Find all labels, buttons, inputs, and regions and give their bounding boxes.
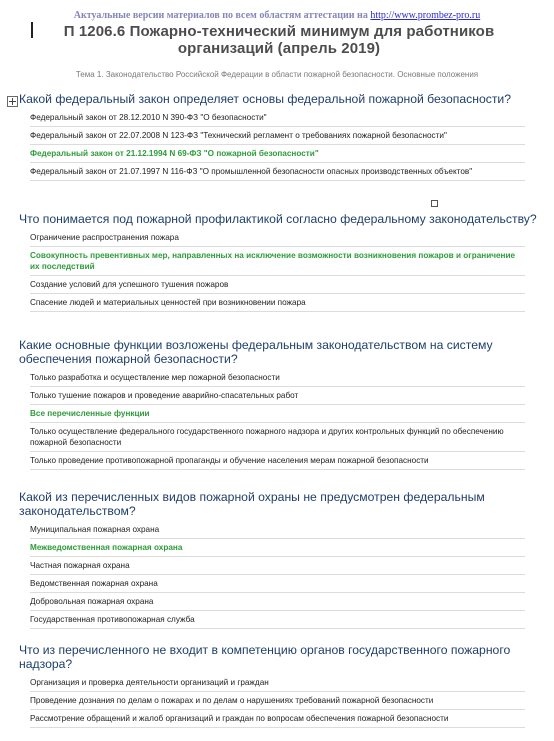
answer-option [30, 557, 525, 575]
answer-option [30, 521, 525, 539]
answer-option [30, 276, 525, 294]
answer-text: Только тушение пожаров и проведение аварийно-спасательных работ [30, 391, 299, 400]
answer-text: Все перечисленные функции [30, 409, 150, 418]
answer-option [30, 387, 525, 405]
answer-text: Межведомственная пожарная охрана [30, 543, 183, 552]
correct-answer-option [30, 539, 525, 557]
answer-option [30, 611, 525, 629]
document-title: П 1206.6 Пожарно-технический минимум для работников организаций (апрель 2019) [63, 23, 495, 57]
question-block [19, 212, 539, 312]
answer-text: Ограничение распространения пожара [30, 233, 179, 242]
answer-text: Федеральный закон от 28.12.2010 N 390-ФЗ "О безопасности" [30, 113, 267, 122]
answer-option [30, 163, 525, 181]
question-block [19, 490, 539, 629]
question-text: Что из перечисленного не входит в компетенцию органов государственного пожарного надзора? [19, 643, 511, 671]
answer-text: Добровольная пожарная охрана [30, 597, 154, 606]
theme-heading: Тема 1. Законодательство Российской Федерации в области пожарной безопасности. Основные положения [75, 70, 479, 79]
question-block [19, 92, 539, 181]
question-text: Какой федеральный закон определяет основы федеральной пожарной безопасности? [19, 92, 512, 106]
answer-text: Федеральный закон от 22.07.2008 N 123-ФЗ "Технический регламент о требованиях пожарной безопасности" [30, 131, 447, 140]
table-move-handle-icon[interactable] [7, 96, 18, 107]
actual-versions-line [0, 10, 554, 21]
correct-answer-option [30, 145, 525, 163]
answer-text: Государственная противопожарная служба [30, 615, 195, 624]
answer-text: Спасение людей и материальных ценностей при возникновении пожара [30, 298, 306, 307]
answer-text: Федеральный закон от 21.12.1994 N 69-ФЗ "О пожарной безопасности" [30, 149, 319, 158]
answer-text: Проведение дознания по делам о пожарах и по делам о нарушениях требований пожарной безопасности [30, 696, 434, 705]
question-block [19, 643, 539, 728]
answer-text: Создание условий для успешного тушения пожаров [30, 280, 229, 289]
answer-option [30, 674, 525, 692]
answer-text: Только осуществление федерального государственного пожарного надзора и других контрольных функций по обеспечению пожарной безопасности [30, 427, 504, 447]
answer-text: Федеральный закон от 21.07.1997 N 116-ФЗ "О промышленной безопасности опасных производственных объектов" [30, 167, 473, 176]
answer-option [30, 452, 525, 470]
answer-option [30, 710, 525, 728]
actual-versions-prefix: Актуальные версии материалов по всем областям аттестации на [73, 10, 368, 21]
answer-option [30, 229, 525, 247]
answer-option [30, 127, 525, 145]
answer-text: Ведомственная пожарная охрана [30, 579, 158, 588]
answer-option [30, 423, 525, 452]
question-block [19, 338, 539, 470]
table-resize-handle-icon[interactable] [431, 200, 438, 207]
answer-text: Только разработка и осуществление мер пожарной безопасности [30, 373, 280, 382]
site-link[interactable]: http://www.prombez-pro.ru [370, 10, 481, 21]
answer-text: Совокупность превентивных мер, направленных на исключение возможности возникновения пожаров и ограничение их последствий [30, 251, 516, 271]
answer-text: Частная пожарная охрана [30, 561, 130, 570]
answer-text: Рассмотрение обращений и жалоб организаций и граждан по вопросам обеспечения пожарной безопасности [30, 714, 449, 723]
answer-option [30, 294, 525, 312]
answer-text: Только проведение противопожарной пропаганды и обучение населения мерам пожарной безопасности [30, 456, 429, 465]
correct-answer-option [30, 405, 525, 423]
answer-option [30, 593, 525, 611]
answer-option [30, 109, 525, 127]
answer-text: Муниципальная пожарная охрана [30, 525, 160, 534]
question-text: Что понимается под пожарной профилактикой согласно федеральному законодательству? [19, 212, 537, 226]
question-text: Какие основные функции возложены федеральным законодательством на систему обеспечения пожарной безопасности? [19, 338, 493, 366]
correct-answer-option [30, 247, 525, 276]
answer-text: Организация и проверка деятельности организаций и граждан [30, 678, 269, 687]
answer-option [30, 692, 525, 710]
question-text: Какой из перечисленных видов пожарной охраны не предусмотрен федеральным законодательством? [19, 490, 485, 518]
answer-option [30, 369, 525, 387]
answer-option [30, 575, 525, 593]
